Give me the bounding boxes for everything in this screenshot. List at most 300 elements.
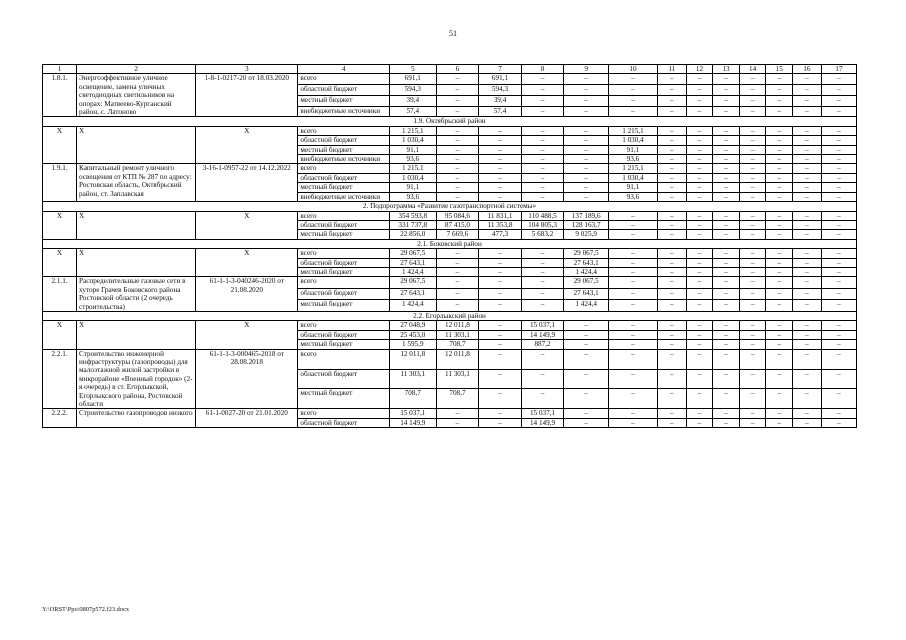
value-cell: 11 831,1 bbox=[479, 211, 522, 220]
value-cell: – bbox=[793, 74, 822, 85]
value-cell: – bbox=[739, 267, 766, 276]
value-cell: – bbox=[713, 164, 740, 173]
value-cell: 887,2 bbox=[521, 340, 564, 349]
value-cell: – bbox=[521, 155, 564, 164]
value-cell: – bbox=[766, 249, 793, 258]
value-cell: – bbox=[793, 249, 822, 258]
value-cell: – bbox=[686, 249, 713, 258]
document-number: 3-16-1-0957-22 от 14.12.2022 bbox=[196, 164, 298, 202]
value-cell: – bbox=[521, 288, 564, 300]
value-cell: – bbox=[821, 277, 856, 289]
value-cell: 27 643,1 bbox=[389, 258, 436, 267]
value-cell: – bbox=[436, 288, 479, 300]
value-cell: 14 149,9 bbox=[389, 418, 436, 427]
value-cell: 1 215,1 bbox=[609, 126, 658, 135]
value-cell: – bbox=[766, 267, 793, 276]
value-cell: 331 737,8 bbox=[389, 220, 436, 229]
value-cell: – bbox=[713, 126, 740, 135]
value-cell: – bbox=[793, 321, 822, 330]
object-name: Х bbox=[77, 321, 196, 349]
value-cell: – bbox=[479, 418, 522, 427]
document-number: Х bbox=[196, 211, 298, 239]
value-cell: – bbox=[686, 85, 713, 96]
value-cell: – bbox=[766, 258, 793, 267]
value-cell: – bbox=[657, 330, 686, 339]
value-cell: – bbox=[739, 389, 766, 409]
value-cell: – bbox=[657, 300, 686, 312]
value-cell: – bbox=[766, 106, 793, 117]
value-cell: – bbox=[609, 340, 658, 349]
column-number: 14 bbox=[739, 65, 766, 74]
value-cell: – bbox=[479, 192, 522, 201]
value-cell: – bbox=[739, 300, 766, 312]
value-cell: – bbox=[479, 164, 522, 173]
value-cell: – bbox=[713, 300, 740, 312]
value-cell: – bbox=[657, 85, 686, 96]
value-cell: – bbox=[657, 230, 686, 239]
value-cell: – bbox=[686, 106, 713, 117]
value-cell: – bbox=[766, 85, 793, 96]
value-cell: – bbox=[793, 258, 822, 267]
value-cell: 137 189,6 bbox=[564, 211, 609, 220]
object-name: Энергоэффективное уличное освещение, замена уличных светодиодных светильников на опорах: Матвеево-Курганский район, с. Латоново bbox=[77, 74, 196, 117]
row-number: 1.8.1. bbox=[43, 74, 77, 117]
row-number: 2.2.2. bbox=[43, 409, 77, 428]
value-cell: – bbox=[686, 267, 713, 276]
table-row bbox=[43, 74, 857, 85]
value-cell: – bbox=[657, 409, 686, 418]
value-cell: – bbox=[521, 300, 564, 312]
value-cell: – bbox=[609, 409, 658, 418]
value-cell: 91,1 bbox=[609, 183, 658, 192]
value-cell: 15 037,1 bbox=[521, 321, 564, 330]
value-cell: – bbox=[564, 164, 609, 173]
document-number: 1-8-1-0217-20 от 18.03.2020 bbox=[196, 74, 298, 117]
value-cell: 27 048,9 bbox=[389, 321, 436, 330]
value-cell: 5 683,2 bbox=[521, 230, 564, 239]
value-cell: – bbox=[793, 95, 822, 106]
funding-source: областной бюджет bbox=[298, 173, 390, 182]
funding-source: областной бюджет bbox=[298, 330, 390, 339]
column-number: 8 bbox=[521, 65, 564, 74]
value-cell: – bbox=[821, 389, 856, 409]
value-cell: – bbox=[521, 136, 564, 145]
value-cell: – bbox=[793, 85, 822, 96]
funding-source: местный бюджет bbox=[298, 230, 390, 239]
section-row bbox=[43, 202, 857, 211]
value-cell: – bbox=[793, 106, 822, 117]
value-cell: – bbox=[821, 267, 856, 276]
column-number: 2 bbox=[77, 65, 196, 74]
section-row bbox=[43, 117, 857, 126]
value-cell: 27 643,1 bbox=[564, 258, 609, 267]
value-cell: – bbox=[739, 85, 766, 96]
value-cell: – bbox=[713, 192, 740, 201]
value-cell: – bbox=[766, 145, 793, 154]
value-cell: – bbox=[821, 211, 856, 220]
value-cell: 1 424,4 bbox=[564, 300, 609, 312]
value-cell: 15 037,1 bbox=[521, 409, 564, 418]
object-name: Х bbox=[77, 126, 196, 164]
value-cell: – bbox=[766, 277, 793, 289]
value-cell: – bbox=[564, 85, 609, 96]
value-cell: – bbox=[713, 136, 740, 145]
value-cell: – bbox=[436, 173, 479, 182]
value-cell: – bbox=[657, 183, 686, 192]
value-cell: – bbox=[479, 340, 522, 349]
value-cell: – bbox=[609, 349, 658, 369]
value-cell: – bbox=[657, 192, 686, 201]
value-cell: – bbox=[793, 277, 822, 289]
value-cell: 29 067,5 bbox=[564, 249, 609, 258]
value-cell: – bbox=[657, 340, 686, 349]
document-number: 61-1-1-3-000465-2018 от 28.08.2018 bbox=[196, 349, 298, 409]
value-cell: – bbox=[657, 95, 686, 106]
program-table bbox=[42, 64, 857, 428]
row-number: Х bbox=[43, 321, 77, 349]
value-cell: 691,1 bbox=[389, 74, 436, 85]
value-cell: – bbox=[766, 126, 793, 135]
funding-source: местный бюджет bbox=[298, 145, 390, 154]
funding-source: местный бюджет bbox=[298, 389, 390, 409]
value-cell: – bbox=[686, 321, 713, 330]
value-cell: – bbox=[657, 126, 686, 135]
value-cell: – bbox=[793, 369, 822, 389]
document-number: 61-1-1-3-040246-2020 от 21.08.2020 bbox=[196, 277, 298, 312]
value-cell: – bbox=[657, 136, 686, 145]
value-cell: – bbox=[521, 126, 564, 135]
value-cell: – bbox=[564, 173, 609, 182]
document-number: Х bbox=[196, 321, 298, 349]
table-row bbox=[43, 126, 857, 135]
value-cell: – bbox=[739, 95, 766, 106]
value-cell: 7 669,6 bbox=[436, 230, 479, 239]
value-cell: – bbox=[609, 267, 658, 276]
value-cell: – bbox=[686, 145, 713, 154]
value-cell: 11 303,1 bbox=[436, 330, 479, 339]
value-cell: – bbox=[479, 126, 522, 135]
value-cell: – bbox=[821, 183, 856, 192]
value-cell: 1 595,9 bbox=[389, 340, 436, 349]
value-cell: – bbox=[436, 74, 479, 85]
value-cell: – bbox=[564, 369, 609, 389]
value-cell: – bbox=[521, 173, 564, 182]
value-cell: – bbox=[609, 369, 658, 389]
value-cell: – bbox=[521, 349, 564, 369]
value-cell: 91,1 bbox=[389, 145, 436, 154]
funding-source: всего bbox=[298, 74, 390, 85]
value-cell: – bbox=[686, 369, 713, 389]
value-cell: 12 011,8 bbox=[436, 321, 479, 330]
funding-source: всего bbox=[298, 349, 390, 369]
value-cell: – bbox=[479, 173, 522, 182]
value-cell: 39,4 bbox=[389, 95, 436, 106]
value-cell: – bbox=[436, 249, 479, 258]
value-cell: – bbox=[821, 418, 856, 427]
value-cell: – bbox=[479, 330, 522, 339]
value-cell: – bbox=[521, 258, 564, 267]
value-cell: – bbox=[686, 418, 713, 427]
object-name: Строительство газопроводов низкого bbox=[77, 409, 196, 428]
funding-source: областной бюджет bbox=[298, 220, 390, 229]
value-cell: – bbox=[564, 321, 609, 330]
column-number: 15 bbox=[766, 65, 793, 74]
table-row bbox=[43, 249, 857, 258]
value-cell: – bbox=[564, 136, 609, 145]
value-cell: – bbox=[521, 95, 564, 106]
value-cell: – bbox=[821, 258, 856, 267]
value-cell: – bbox=[436, 183, 479, 192]
value-cell: – bbox=[657, 74, 686, 85]
value-cell: – bbox=[713, 106, 740, 117]
value-cell: – bbox=[436, 409, 479, 418]
value-cell: – bbox=[713, 267, 740, 276]
value-cell: – bbox=[657, 349, 686, 369]
value-cell: 95 084,6 bbox=[436, 211, 479, 220]
funding-source: внебюджетные источники bbox=[298, 155, 390, 164]
value-cell: – bbox=[821, 369, 856, 389]
value-cell: – bbox=[564, 95, 609, 106]
value-cell: – bbox=[739, 74, 766, 85]
value-cell: 25 453,0 bbox=[389, 330, 436, 339]
column-number: 7 bbox=[479, 65, 522, 74]
value-cell: 11 303,1 bbox=[436, 369, 479, 389]
value-cell: – bbox=[713, 349, 740, 369]
row-number: 1.9.1. bbox=[43, 164, 77, 202]
value-cell: – bbox=[609, 249, 658, 258]
value-cell: – bbox=[739, 321, 766, 330]
document-number: Х bbox=[196, 249, 298, 277]
value-cell: – bbox=[713, 418, 740, 427]
value-cell: – bbox=[766, 409, 793, 418]
value-cell: – bbox=[821, 145, 856, 154]
value-cell: – bbox=[821, 126, 856, 135]
value-cell: – bbox=[657, 288, 686, 300]
value-cell: 104 805,3 bbox=[521, 220, 564, 229]
value-cell: – bbox=[521, 164, 564, 173]
section-title: 1.9. Октябрьский район bbox=[43, 117, 857, 126]
value-cell: – bbox=[766, 330, 793, 339]
value-cell: – bbox=[793, 220, 822, 229]
value-cell: – bbox=[713, 389, 740, 409]
value-cell: – bbox=[521, 183, 564, 192]
value-cell: 9 025,9 bbox=[564, 230, 609, 239]
value-cell: – bbox=[686, 136, 713, 145]
column-number: 10 bbox=[609, 65, 658, 74]
value-cell: – bbox=[479, 409, 522, 418]
value-cell: – bbox=[766, 389, 793, 409]
value-cell: – bbox=[766, 164, 793, 173]
value-cell: – bbox=[686, 258, 713, 267]
row-number: Х bbox=[43, 249, 77, 277]
value-cell: 12 011,8 bbox=[389, 349, 436, 369]
value-cell: – bbox=[564, 192, 609, 201]
value-cell: – bbox=[766, 155, 793, 164]
value-cell: 1 424,4 bbox=[564, 267, 609, 276]
document-number: Х bbox=[196, 126, 298, 164]
value-cell: – bbox=[739, 369, 766, 389]
value-cell: – bbox=[793, 409, 822, 418]
value-cell: – bbox=[564, 330, 609, 339]
value-cell: – bbox=[564, 74, 609, 85]
value-cell: – bbox=[686, 95, 713, 106]
value-cell: – bbox=[793, 183, 822, 192]
table-row bbox=[43, 164, 857, 173]
funding-source: внебюджетные источники bbox=[298, 106, 390, 117]
value-cell: – bbox=[436, 95, 479, 106]
value-cell: – bbox=[821, 136, 856, 145]
value-cell: – bbox=[766, 95, 793, 106]
value-cell: – bbox=[609, 220, 658, 229]
value-cell: – bbox=[739, 330, 766, 339]
value-cell: – bbox=[609, 389, 658, 409]
value-cell: – bbox=[609, 300, 658, 312]
value-cell: – bbox=[739, 258, 766, 267]
value-cell: – bbox=[766, 418, 793, 427]
column-number: 12 bbox=[686, 65, 713, 74]
value-cell: – bbox=[686, 126, 713, 135]
table-row bbox=[43, 349, 857, 369]
funding-source: местный бюджет bbox=[298, 183, 390, 192]
value-cell: – bbox=[436, 258, 479, 267]
value-cell: – bbox=[436, 192, 479, 201]
object-name: Строительство инженерной инфраструктуры (газопроводы) для малоэтажной жилой застройки в микрорайоне «Военный городок» (2-я очередь) в ст. Егорлыкской, Егорлыкского района, Ростовской области bbox=[77, 349, 196, 409]
value-cell: – bbox=[609, 74, 658, 85]
value-cell: – bbox=[609, 95, 658, 106]
value-cell: – bbox=[821, 95, 856, 106]
value-cell: – bbox=[657, 106, 686, 117]
value-cell: – bbox=[479, 277, 522, 289]
value-cell: – bbox=[713, 369, 740, 389]
row-number: 2.2.1. bbox=[43, 349, 77, 409]
section-title: 2.1. Боковский район bbox=[43, 239, 857, 248]
value-cell: – bbox=[766, 288, 793, 300]
value-cell: – bbox=[609, 230, 658, 239]
value-cell: – bbox=[479, 321, 522, 330]
value-cell: – bbox=[436, 145, 479, 154]
funding-source: областной бюджет bbox=[298, 136, 390, 145]
value-cell: 1 215,1 bbox=[389, 126, 436, 135]
value-cell: – bbox=[609, 258, 658, 267]
funding-source: областной бюджет bbox=[298, 288, 390, 300]
value-cell: – bbox=[479, 300, 522, 312]
value-cell: – bbox=[739, 249, 766, 258]
value-cell: – bbox=[713, 211, 740, 220]
column-number: 16 bbox=[793, 65, 822, 74]
value-cell: – bbox=[713, 258, 740, 267]
value-cell: – bbox=[564, 389, 609, 409]
section-row bbox=[43, 239, 857, 248]
value-cell: 354 593,8 bbox=[389, 211, 436, 220]
value-cell: 27 643,1 bbox=[389, 288, 436, 300]
value-cell: – bbox=[739, 183, 766, 192]
value-cell: – bbox=[793, 173, 822, 182]
value-cell: – bbox=[609, 211, 658, 220]
value-cell: – bbox=[564, 126, 609, 135]
value-cell: – bbox=[821, 106, 856, 117]
value-cell: 1 030,4 bbox=[609, 136, 658, 145]
value-cell: – bbox=[521, 192, 564, 201]
value-cell: 91,1 bbox=[389, 183, 436, 192]
table-row bbox=[43, 409, 857, 418]
value-cell: – bbox=[793, 145, 822, 154]
value-cell: – bbox=[766, 173, 793, 182]
value-cell: 93,6 bbox=[389, 155, 436, 164]
value-cell: 29 067,5 bbox=[389, 277, 436, 289]
value-cell: – bbox=[713, 155, 740, 164]
value-cell: – bbox=[436, 136, 479, 145]
value-cell: 1 215,1 bbox=[389, 164, 436, 173]
value-cell: – bbox=[657, 173, 686, 182]
value-cell: – bbox=[739, 288, 766, 300]
value-cell: – bbox=[686, 340, 713, 349]
value-cell: – bbox=[564, 183, 609, 192]
value-cell: – bbox=[821, 173, 856, 182]
value-cell: – bbox=[739, 230, 766, 239]
value-cell: – bbox=[657, 155, 686, 164]
value-cell: – bbox=[479, 369, 522, 389]
value-cell: 1 030,4 bbox=[609, 173, 658, 182]
value-cell: – bbox=[657, 389, 686, 409]
value-cell: – bbox=[713, 230, 740, 239]
value-cell: – bbox=[479, 155, 522, 164]
value-cell: 477,3 bbox=[479, 230, 522, 239]
value-cell: – bbox=[686, 300, 713, 312]
value-cell: – bbox=[521, 267, 564, 276]
value-cell: 27 643,1 bbox=[564, 288, 609, 300]
value-cell: – bbox=[766, 321, 793, 330]
value-cell: – bbox=[739, 145, 766, 154]
value-cell: 1 030,4 bbox=[389, 173, 436, 182]
value-cell: – bbox=[436, 418, 479, 427]
value-cell: – bbox=[821, 330, 856, 339]
value-cell: 708,7 bbox=[436, 340, 479, 349]
value-cell: – bbox=[739, 409, 766, 418]
value-cell: – bbox=[739, 220, 766, 229]
value-cell: – bbox=[766, 183, 793, 192]
value-cell: – bbox=[657, 277, 686, 289]
value-cell: – bbox=[521, 369, 564, 389]
funding-source: всего bbox=[298, 164, 390, 173]
value-cell: – bbox=[766, 136, 793, 145]
value-cell: 14 149,9 bbox=[521, 418, 564, 427]
value-cell: – bbox=[766, 349, 793, 369]
value-cell: – bbox=[657, 145, 686, 154]
value-cell: – bbox=[793, 330, 822, 339]
value-cell: – bbox=[821, 249, 856, 258]
column-number: 11 bbox=[657, 65, 686, 74]
value-cell: – bbox=[686, 349, 713, 369]
value-cell: – bbox=[739, 418, 766, 427]
value-cell: 708,7 bbox=[389, 389, 436, 409]
column-number: 13 bbox=[713, 65, 740, 74]
value-cell: – bbox=[821, 409, 856, 418]
value-cell: – bbox=[609, 85, 658, 96]
value-cell: – bbox=[686, 389, 713, 409]
value-cell: 708,7 bbox=[436, 389, 479, 409]
column-number: 3 bbox=[196, 65, 298, 74]
value-cell: – bbox=[739, 173, 766, 182]
value-cell: 91,1 bbox=[609, 145, 658, 154]
value-cell: – bbox=[793, 192, 822, 201]
value-cell: 93,6 bbox=[609, 155, 658, 164]
column-number: 9 bbox=[564, 65, 609, 74]
value-cell: – bbox=[766, 300, 793, 312]
value-cell: – bbox=[739, 277, 766, 289]
page-number: 51 bbox=[449, 29, 457, 38]
value-cell: – bbox=[821, 288, 856, 300]
row-number: Х bbox=[43, 126, 77, 164]
